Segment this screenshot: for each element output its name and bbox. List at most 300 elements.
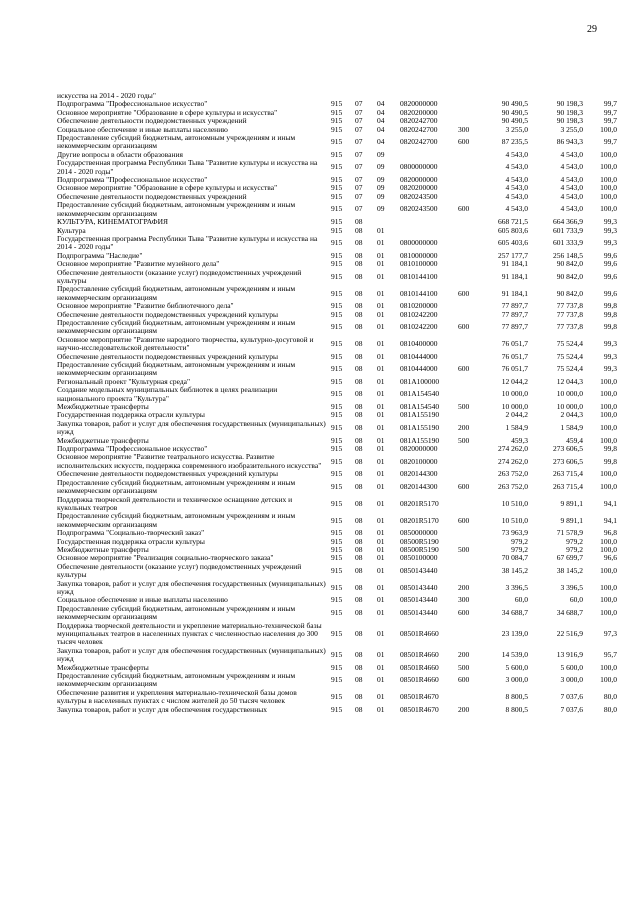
ministry-code: 915 (331, 107, 343, 117)
planned-amount: 70 084,7 (501, 553, 528, 563)
actual-amount: 4 543,0 (560, 162, 583, 172)
actual-amount: 77 737,8 (556, 322, 583, 332)
target-article-code: 08500R5190 (400, 536, 439, 546)
actual-amount: 601 733,9 (553, 225, 583, 235)
planned-amount: 605 403,6 (498, 238, 528, 248)
execution-percent: 99,3 (603, 351, 617, 361)
subsection-code: 01 (377, 435, 385, 445)
section-code: 07 (355, 183, 363, 193)
actual-amount: 34 688,7 (556, 607, 583, 617)
execution-percent: 100,0 (600, 582, 617, 592)
expense-type-code: 500 (458, 662, 470, 672)
execution-percent: 100,0 (600, 435, 617, 445)
row-name: Поддержка творческой деятельности и укрепление материально-технической базы муниципальных театров в населенных пунктах с численностью населения до 300 тысяч человек (57, 620, 322, 647)
subsection-code: 01 (377, 582, 385, 592)
section-code: 08 (355, 481, 363, 491)
section-code: 08 (355, 582, 363, 592)
actual-amount: 664 366,9 (553, 217, 583, 227)
row-name: Обеспечение деятельности (оказание услуг) подведомственных учреждений культуры (57, 267, 302, 285)
expense-type-code (458, 563, 476, 580)
planned-amount: 4 543,0 (505, 175, 528, 185)
row-name: Межбюджетные трансферты (57, 544, 149, 554)
table-row (57, 453, 617, 470)
row-name: Основное мероприятие "Реализация социально-творческого заказа" (57, 553, 274, 563)
section-code: 08 (355, 217, 363, 227)
ministry-code: 915 (331, 162, 343, 172)
expense-type-code (458, 260, 476, 268)
expense-type-code: 500 (458, 544, 470, 554)
expense-type-code (458, 689, 476, 706)
expense-type-code (458, 302, 476, 310)
expense-type-code: 600 (458, 364, 470, 374)
table-row (57, 235, 617, 252)
row-name: Поддержка творческой деятельности и техническое оснащение детских и кукольных театров (57, 494, 293, 512)
subsection-code: 01 (377, 675, 385, 685)
ministry-code: 915 (331, 565, 343, 575)
ministry-code: 915 (331, 322, 343, 332)
planned-amount: 91 184,1 (501, 259, 528, 269)
planned-amount: 76 051,7 (501, 338, 528, 348)
target-article-code: 0800000000 (400, 162, 438, 172)
planned-amount: 605 803,6 (498, 225, 528, 235)
target-article-code: 0810100000 (400, 259, 438, 269)
subsection-code: 01 (377, 528, 385, 538)
actual-amount: 4 543,0 (560, 175, 583, 185)
planned-amount: 90 490,5 (501, 107, 528, 117)
target-article-code (400, 227, 458, 235)
ministry-code: 915 (331, 116, 343, 126)
execution-percent: 100,0 (600, 607, 617, 617)
subsection-code: 01 (377, 565, 385, 575)
subsection-code: 01 (377, 469, 385, 479)
subsection-code: 01 (377, 259, 385, 269)
expense-type-code (458, 159, 476, 176)
table-row (57, 706, 617, 714)
section-code: 08 (355, 565, 363, 575)
expense-type-code (458, 622, 476, 647)
execution-percent: 99,3 (603, 338, 617, 348)
target-article-code: 08501R4660 (400, 662, 439, 672)
section-code: 08 (355, 376, 363, 386)
target-article-code (400, 218, 458, 226)
table-row (57, 580, 617, 597)
expense-type-code: 600 (458, 675, 470, 685)
row-name: искусства на 2014 - 2020 годы" (57, 91, 156, 100)
target-article-code: 081A100000 (400, 376, 440, 386)
expense-type-code (458, 151, 476, 159)
execution-percent: 100,0 (600, 675, 617, 685)
subsection-code: 01 (377, 553, 385, 563)
row-name: Государственная программа Республики Тыва "Развитие культуры и искусства на 2014 - 2020 годы" (57, 158, 318, 176)
execution-percent: 99,8 (603, 444, 617, 454)
execution-percent: 99,6 (603, 288, 617, 298)
planned-amount: 4 543,0 (505, 162, 528, 172)
planned-amount: 10 510,0 (501, 515, 528, 525)
page-number: 29 (587, 24, 597, 35)
execution-percent: 100,0 (600, 402, 617, 412)
planned-amount: 4 543,0 (505, 204, 528, 214)
execution-percent: 94,1 (603, 498, 617, 508)
expense-type-code (458, 184, 476, 192)
section-code: 08 (355, 351, 363, 361)
execution-percent: 99,3 (603, 225, 617, 235)
section-code: 08 (355, 364, 363, 374)
row-name: Межбюджетные трансферты (57, 402, 149, 412)
section-code: 08 (355, 288, 363, 298)
planned-amount: 91 184,1 (501, 271, 528, 281)
expense-type-code (458, 336, 476, 353)
row-name: Закупка товаров, работ и услуг для обеспечения государственных (57, 704, 268, 714)
row-name: Межбюджетные трансферты (57, 435, 149, 445)
target-article-code: 0850143440 (400, 607, 438, 617)
subsection-code: 09 (377, 183, 385, 193)
row-name: Подпрограмма "Профессиональное искусство" (57, 175, 208, 185)
planned-amount: 10 510,0 (501, 498, 528, 508)
row-name: Подпрограмма "Профессиональное искусство" (57, 444, 208, 454)
planned-amount: 668 721,5 (498, 217, 528, 227)
subsection-code: 01 (377, 544, 385, 554)
table-row (57, 201, 617, 218)
table-row (57, 689, 617, 706)
table-row (57, 479, 617, 496)
actual-amount: 9 891,1 (560, 515, 583, 525)
ministry-code: 915 (331, 544, 343, 554)
planned-amount: 38 145,2 (501, 565, 528, 575)
subsection-code: 04 (377, 99, 385, 109)
section-code: 08 (355, 536, 363, 546)
expense-type-code (458, 269, 476, 286)
subsection-code: 01 (377, 515, 385, 525)
subsection-code: 01 (377, 238, 385, 248)
table-row (57, 512, 617, 529)
actual-amount: 459,4 (566, 435, 583, 445)
target-article-code: 0820242700 (400, 124, 438, 134)
planned-amount: 4 543,0 (505, 191, 528, 201)
section-code: 07 (355, 137, 363, 147)
expense-type-code (458, 453, 476, 470)
ministry-code: 915 (331, 629, 343, 638)
table-row (57, 361, 617, 378)
row-name: Обеспечение деятельности подведомственных учреждений (57, 116, 247, 126)
target-article-code: 0850143440 (400, 595, 438, 605)
planned-amount: 34 688,7 (501, 607, 528, 617)
actual-amount: 86 943,3 (556, 137, 583, 147)
target-article-code: 08201R5170 (400, 515, 439, 525)
target-article-code: 081A155190 (400, 435, 440, 445)
actual-amount: 90 198,3 (556, 99, 583, 109)
planned-amount: 3 255,0 (505, 124, 528, 134)
section-code: 08 (355, 528, 363, 538)
expense-type-code (458, 252, 476, 260)
row-name: Подпрограмма "Профессиональное искусство" (57, 99, 208, 109)
target-article-code: 08500R5190 (400, 544, 439, 554)
planned-amount: 3 396,5 (505, 582, 528, 592)
execution-percent: 100,0 (600, 595, 617, 605)
target-article-code: 0850143440 (400, 582, 438, 592)
execution-percent: 100,0 (600, 544, 617, 554)
execution-percent: 99,7 (603, 116, 617, 126)
actual-amount: 273 606,5 (553, 444, 583, 454)
execution-percent: 100,0 (600, 410, 617, 420)
target-article-code: 081A154540 (400, 389, 440, 399)
section-code: 08 (355, 675, 363, 685)
row-name: Государственная поддержка отрасли культуры (57, 410, 205, 420)
actual-amount: 979,2 (566, 544, 583, 554)
planned-amount: 1 584,9 (505, 423, 528, 433)
subsection-code: 01 (377, 364, 385, 374)
target-article-code: 081A154540 (400, 402, 440, 412)
ministry-code: 915 (331, 675, 343, 685)
execution-percent: 97,3 (603, 629, 617, 638)
expense-type-code: 300 (458, 595, 470, 605)
target-article-code: 0820242700 (400, 137, 438, 147)
table-row (57, 672, 617, 689)
execution-percent: 100,0 (600, 204, 617, 214)
ministry-code: 915 (331, 217, 343, 227)
row-name: Обеспечение деятельности подведомственных учреждений культуры (57, 469, 279, 479)
target-article-code: 0820144300 (400, 481, 438, 491)
subsection-code: 01 (377, 607, 385, 617)
target-article-code: 0820243500 (400, 191, 438, 201)
actual-amount: 77 737,8 (556, 309, 583, 319)
ministry-code: 915 (331, 498, 343, 508)
subsection-code: 01 (377, 376, 385, 386)
target-article-code: 0810242200 (400, 309, 438, 319)
subsection-code: 04 (377, 137, 385, 147)
row-name: Предоставление субсидий бюджетным, автономным учреждениям и иным некоммерческим организациям (57, 511, 296, 529)
actual-amount: 75 524,4 (556, 351, 583, 361)
subsection-code: 01 (377, 288, 385, 298)
actual-amount: 12 044,3 (556, 376, 583, 386)
actual-amount: 4 543,0 (560, 149, 583, 159)
row-name: Культура (57, 225, 86, 235)
ministry-code: 915 (331, 288, 343, 298)
expense-type-code (458, 218, 476, 226)
actual-amount: 90 198,3 (556, 107, 583, 117)
target-article-code: 0820242700 (400, 116, 438, 126)
ministry-code: 915 (331, 607, 343, 617)
expense-type-code (458, 445, 476, 453)
table-row (57, 269, 617, 286)
actual-amount: 256 148,5 (553, 250, 583, 260)
target-article-code: 0810000000 (400, 250, 438, 260)
row-name: Основное мероприятие "Развитие библиотечного дела" (57, 301, 234, 311)
execution-percent: 100,0 (600, 376, 617, 386)
expense-type-code: 200 (458, 650, 470, 660)
ministry-code: 915 (331, 137, 343, 147)
subsection-code: 01 (377, 410, 385, 420)
row-name: Закупка товаров, работ и услуг для обеспечения государственных (муниципальных) нужд (57, 645, 326, 664)
target-article-code: 081A155190 (400, 410, 440, 420)
expense-type-code: 600 (458, 607, 470, 617)
ministry-code: 915 (331, 351, 343, 361)
section-code: 07 (355, 204, 363, 214)
target-article-code: 0810144100 (400, 288, 438, 298)
row-name: Предоставление субсидий бюджетным, автономным учреждениям и иным некоммерческим организациям (57, 317, 296, 336)
subsection-code: 01 (377, 498, 385, 508)
planned-amount: 77 897,7 (501, 309, 528, 319)
actual-amount: 7 037,6 (560, 692, 583, 702)
execution-percent: 99,8 (603, 301, 617, 311)
table-row (57, 563, 617, 580)
row-name: Основное мероприятие "Развитие музейного дела" (57, 259, 220, 269)
execution-percent: 100,0 (600, 389, 617, 399)
row-name: Основное мероприятие "Развитие народного творчества, культурно-досуговой и научно-исследовательской деятельности" (57, 334, 314, 353)
section-code: 08 (355, 692, 363, 702)
planned-amount: 4 543,0 (505, 183, 528, 193)
section-code: 08 (355, 225, 363, 235)
row-name: Другие вопросы в области образования (57, 149, 183, 159)
row-name: Предоставление субсидий бюджетным, автономным учреждениям и иным некоммерческим организациям (57, 133, 296, 151)
target-article-code: 0820100000 (400, 456, 438, 466)
actual-amount: 979,2 (566, 536, 583, 546)
row-name: Обеспечение деятельности подведомственных учреждений культуры (57, 309, 279, 319)
row-name: Социальное обеспечение и иные выплаты населению (57, 124, 228, 134)
section-code: 08 (355, 595, 363, 605)
ministry-code: 915 (331, 309, 343, 319)
ministry-code: 915 (331, 410, 343, 420)
section-code: 08 (355, 662, 363, 672)
section-code: 08 (355, 250, 363, 260)
planned-amount: 274 262,0 (498, 444, 528, 454)
section-code: 07 (355, 99, 363, 109)
target-article-code: 08501R4660 (400, 629, 439, 638)
table-body (57, 92, 617, 714)
ministry-code: 915 (331, 250, 343, 260)
ministry-code: 915 (331, 595, 343, 605)
actual-amount: 273 606,5 (553, 456, 583, 466)
actual-amount: 601 333,9 (553, 238, 583, 248)
row-name: Обеспечение деятельности (оказание услуг) подведомственных учреждений культуры (57, 561, 302, 580)
table-row (57, 647, 617, 664)
row-name: Закупка товаров, работ и услуг для обеспечения государственных (муниципальных) нужд (57, 418, 326, 437)
ministry-code: 915 (331, 435, 343, 445)
planned-amount: 73 963,9 (501, 528, 528, 538)
actual-amount: 13 916,9 (556, 650, 583, 660)
section-code: 08 (355, 410, 363, 420)
expense-type-code: 200 (458, 704, 470, 714)
actual-amount: 7 037,6 (560, 704, 583, 714)
actual-amount: 9 891,1 (560, 498, 583, 508)
target-article-code: 0820243500 (400, 204, 438, 214)
table-row (57, 605, 617, 622)
planned-amount: 10 000,0 (501, 402, 528, 412)
execution-percent: 99,3 (603, 364, 617, 374)
expense-type-code: 200 (458, 423, 470, 433)
planned-amount: 10 000,0 (501, 389, 528, 399)
execution-percent: 100,0 (600, 162, 617, 172)
target-article-code: 08501R4660 (400, 650, 439, 660)
section-code: 08 (355, 259, 363, 269)
expense-type-code (458, 311, 476, 319)
actual-amount: 1 584,9 (560, 423, 583, 433)
row-name: Государственная программа Республики Тыва "Развитие культуры и искусства на 2014 - 2020 годы" (57, 233, 318, 252)
table-row (57, 622, 617, 647)
section-code: 08 (355, 338, 363, 348)
planned-amount: 257 177,7 (498, 250, 528, 260)
expense-type-code: 200 (458, 582, 470, 592)
ministry-code: 915 (331, 175, 343, 185)
subsection-code: 01 (377, 536, 385, 546)
table-row (57, 386, 617, 403)
execution-percent: 100,0 (600, 662, 617, 672)
execution-percent: 99,7 (603, 107, 617, 117)
row-name: Закупка товаров, работ и услуг для обеспечения государственных (муниципальных) нужд (57, 578, 326, 596)
execution-percent: 95,7 (603, 650, 617, 660)
execution-percent: 100,0 (600, 191, 617, 201)
target-article-code: 0850143440 (400, 565, 438, 575)
ministry-code: 915 (331, 225, 343, 235)
section-code: 07 (355, 149, 363, 159)
execution-percent: 99,7 (603, 137, 617, 147)
execution-percent: 100,0 (600, 565, 617, 575)
subsection-code: 01 (377, 481, 385, 491)
ministry-code: 915 (331, 376, 343, 386)
subsection-code: 01 (377, 351, 385, 361)
expense-type-code: 600 (458, 137, 470, 147)
actual-amount: 90 842,0 (556, 259, 583, 269)
ministry-code: 915 (331, 338, 343, 348)
section-code: 07 (355, 175, 363, 185)
section-code: 08 (355, 309, 363, 319)
row-name: Основное мероприятие "Образование в сфере культуры и искусства" (57, 183, 278, 193)
planned-amount: 60,0 (514, 595, 528, 605)
execution-percent: 96,6 (603, 553, 617, 563)
actual-amount: 263 715,4 (553, 469, 583, 479)
ministry-code: 915 (331, 650, 343, 660)
subsection-code: 01 (377, 322, 385, 332)
ministry-code: 915 (331, 692, 343, 702)
execution-percent: 80,0 (603, 704, 617, 714)
execution-percent: 100,0 (600, 481, 617, 491)
subsection-code: 09 (377, 162, 385, 172)
row-name: Предоставление субсидий бюджетным, автономным учреждениям и иным некоммерческим организациям (57, 671, 296, 689)
actual-amount: 22 516,9 (556, 629, 583, 638)
expense-type-code: 600 (458, 204, 470, 214)
execution-percent: 96,8 (603, 528, 617, 538)
actual-amount: 3 000,0 (560, 675, 583, 685)
actual-amount: 60,0 (569, 595, 583, 605)
target-article-code: 0800000000 (400, 238, 438, 248)
execution-percent: 99,7 (603, 99, 617, 109)
row-name: Предоставление субсидий бюджетным, автономным учреждениям и иным некоммерческим организациям (57, 360, 296, 378)
planned-amount: 90 490,5 (501, 116, 528, 126)
row-name: Государственная поддержка отрасли культуры (57, 536, 205, 546)
planned-amount: 274 262,0 (498, 456, 528, 466)
ministry-code: 915 (331, 259, 343, 269)
execution-percent: 99,3 (603, 217, 617, 227)
expense-type-code (458, 411, 476, 419)
ministry-code: 915 (331, 515, 343, 525)
budget-table (57, 92, 617, 714)
section-code: 08 (355, 498, 363, 508)
planned-amount: 90 490,5 (501, 99, 528, 109)
execution-percent: 100,0 (600, 124, 617, 134)
ministry-code: 915 (331, 271, 343, 281)
ministry-code: 915 (331, 364, 343, 374)
ministry-code: 915 (331, 191, 343, 201)
actual-amount: 4 543,0 (560, 204, 583, 214)
actual-amount: 75 524,4 (556, 364, 583, 374)
planned-amount: 8 800,5 (505, 704, 528, 714)
subsection-code: 09 (377, 175, 385, 185)
target-article-code (400, 151, 458, 159)
target-article-code: 081A155190 (400, 423, 440, 433)
expense-type-code: 600 (458, 288, 470, 298)
actual-amount: 71 578,9 (556, 528, 583, 538)
execution-percent: 99,6 (603, 271, 617, 281)
planned-amount: 77 897,7 (501, 322, 528, 332)
